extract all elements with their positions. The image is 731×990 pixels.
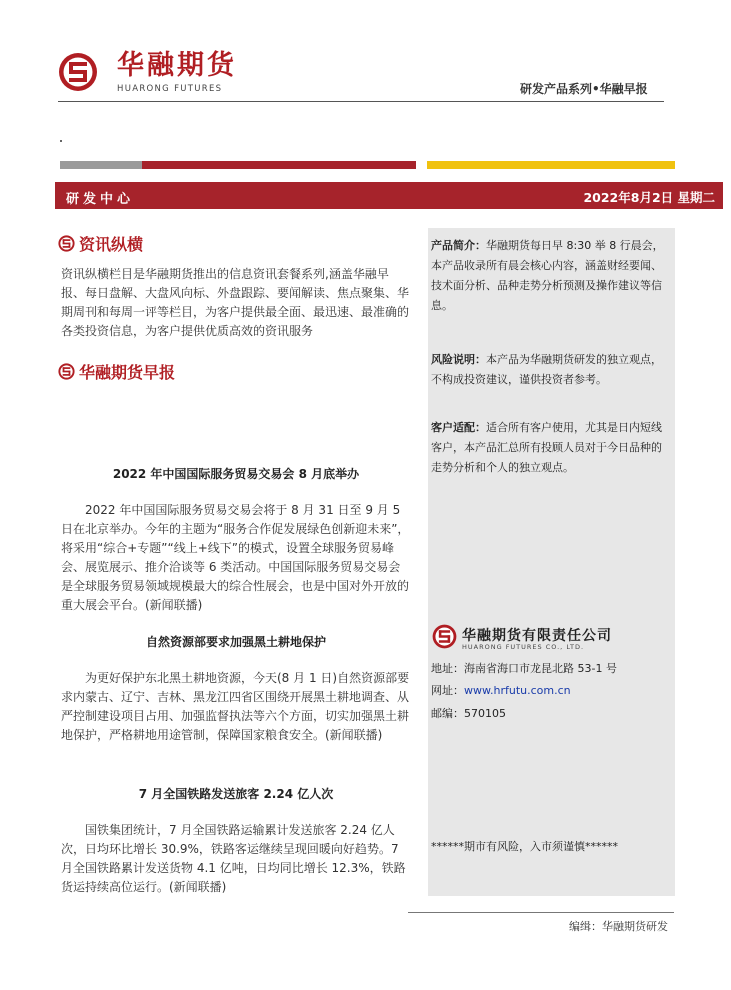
decor-bar-yellow bbox=[427, 161, 675, 169]
risk-warning: ******期市有风险，入市须谨慎****** bbox=[431, 840, 618, 853]
zip-value: 570105 bbox=[464, 707, 506, 720]
zip-label: 邮编： bbox=[431, 707, 464, 720]
news-body: 国铁集团统计，7 月全国铁路运输累计发送旅客 2.24 亿人次，日均环比增长 30.9%，铁路客运继续呈现回暖向好趋势。7 月全国铁路累计发送货物 4.1 亿吨，日均同比增长 12.3%，铁路货运持续高位运行。(新闻联播) bbox=[61, 823, 406, 894]
news-body: 为更好保护东北黑土耕地资源，今天(8 月 1 日)自然资源部要求内蒙古、辽宁、吉林、黑龙江四省区围绕开展黑土耕地调查、从严控制建设项目占用、加强监督执法等六个方面，切实加强黑土耕地保护，严格耕地用途管制，保障国家粮食安全。(新闻联播) bbox=[61, 671, 410, 742]
footer-divider bbox=[408, 912, 674, 913]
department-label: 研发中心 bbox=[66, 192, 135, 207]
website-label: 网址： bbox=[431, 684, 464, 697]
company-name-en: HUARONG FUTURES CO., LTD. bbox=[462, 643, 585, 651]
client-fit-label: 客户适配： bbox=[431, 421, 486, 434]
series-title: 研发产品系列•华融早报 bbox=[520, 82, 648, 96]
company-name: 华融期货有限责任公司 bbox=[462, 628, 612, 644]
address-value: 海南省海口市龙昆北路 53-1 号 bbox=[464, 662, 617, 675]
risk-note-label: 风险说明： bbox=[431, 353, 486, 366]
company-logo-icon bbox=[432, 624, 457, 649]
news-body: 2022 年中国国际服务贸易交易会将于 8 月 31 日至 9 月 5 日在北京举办。今年的主题为“服务合作促发展绿色创新迎未来”，将采用“综合+专题”“线上+线下”的模式，设置全球服务贸易峰会、展览展示、推介洽谈等 6 类活动。中国国际服务贸易交易会是全球服务贸易领域规模最大的综合性展会，也是中国对外开放的重大展会平台。(新闻联播) bbox=[61, 503, 410, 612]
section-logo-icon bbox=[58, 235, 75, 252]
logo-icon bbox=[58, 52, 98, 92]
company-address bbox=[431, 660, 617, 676]
report-date: 2022年8月2日 星期二 bbox=[583, 190, 715, 205]
address-label: 地址： bbox=[431, 662, 464, 675]
section-title-morning: 华融期货早报 bbox=[79, 363, 176, 382]
company-zip bbox=[431, 705, 506, 721]
section-logo-icon bbox=[58, 363, 75, 380]
product-intro-label: 产品简介： bbox=[431, 239, 486, 252]
company-website bbox=[431, 682, 571, 698]
editor-credit: 编缉：华融期货研发 bbox=[569, 920, 668, 933]
decor-bar-gray bbox=[60, 161, 142, 169]
product-intro bbox=[431, 236, 671, 316]
decor-bar-red bbox=[142, 161, 416, 169]
product-intro-text: 华融期货每日早 8:30 举 8 行晨会，本产品收录所有晨会核心内容，涵盖财经要闻、技术面分析、品种走势分析预测及操作建议等信息。 bbox=[431, 239, 664, 312]
news-title: 自然资源部要求加强黑土耕地保护 bbox=[145, 635, 326, 649]
section-info-desc: 资讯纵横栏目是华融期货推出的信息资讯套餐系列,涵盖华融早报、每日盘解、大盘风向标、外盘跟踪、要闻解读、焦点聚集、华期周刊和每周一评等栏目，为客户提供最全面、最迅速、最准确的各类投资信息，为客户提供优质高效的资讯服务 bbox=[61, 267, 410, 338]
info-sidebar bbox=[428, 228, 675, 896]
client-fit-text: 适合所有客户使用，尤其是日内短线客户，本产品汇总所有投顾人员对于今日品种的走势分析和个人的独立观点。 bbox=[431, 421, 662, 474]
website-link[interactable]: www.hrfutu.com.cn bbox=[464, 684, 571, 697]
risk-note-text: 本产品为华融期货研发的独立观点，不构成投资建议，谨供投资者参考。 bbox=[431, 353, 662, 386]
news-title: 7 月全国铁路发送旅客 2.24 亿人次 bbox=[138, 787, 334, 801]
header-divider bbox=[58, 101, 664, 102]
logo-subtitle: HUARONG FUTURES bbox=[117, 84, 223, 94]
risk-note bbox=[431, 350, 671, 390]
client-fit bbox=[431, 418, 671, 478]
section-title-info: 资讯纵横 bbox=[79, 235, 144, 254]
logo-text: 华融期货 bbox=[117, 50, 237, 81]
dot-mark bbox=[60, 140, 62, 142]
news-title: 2022 年中国国际服务贸易交易会 8 月底举办 bbox=[112, 467, 360, 481]
